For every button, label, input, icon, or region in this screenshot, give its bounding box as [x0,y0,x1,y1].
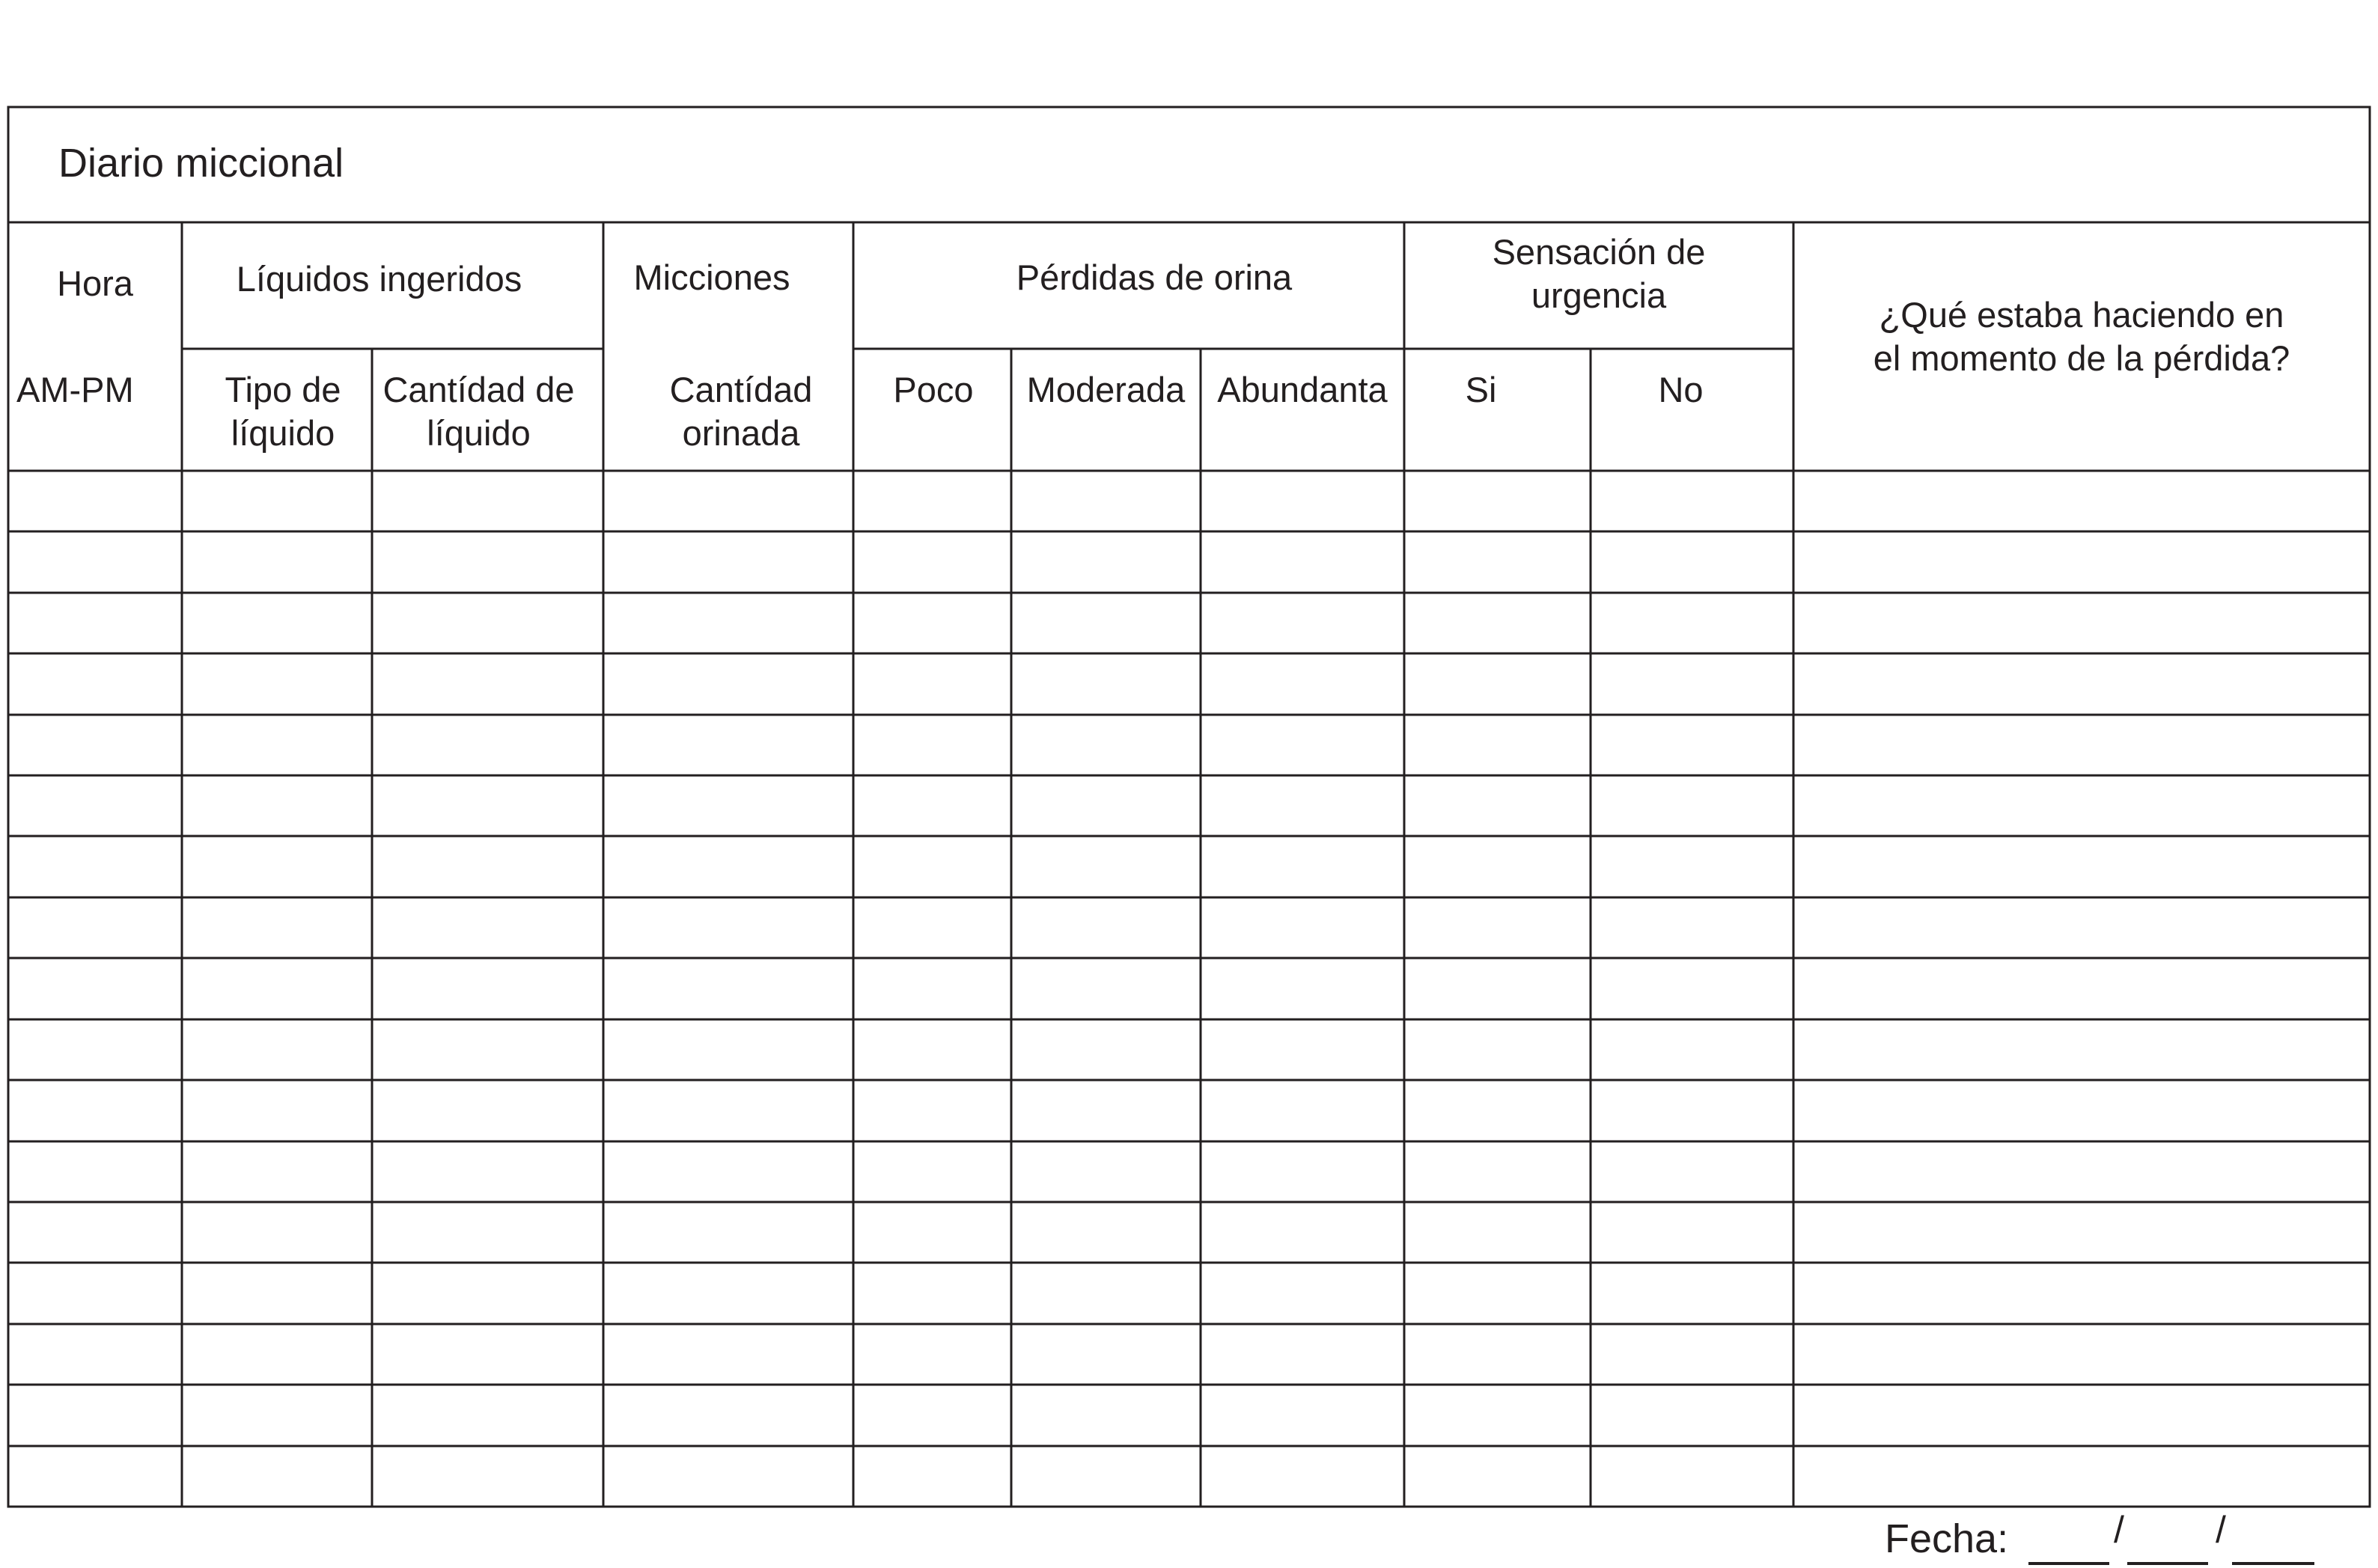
header-hora: Hora [57,263,133,303]
row-lines [8,531,2370,1446]
subheader-poco: Poco [893,370,974,409]
subheader-tipo-line2: líquido [231,413,335,453]
subheader-am-pm: AM-PM [16,370,134,409]
date-separator-2: / [2216,1509,2226,1551]
header-que-estaba-line2: el momento de la pérdida? [1873,338,2290,378]
date-year-line[interactable] [2232,1562,2314,1565]
header-micciones: Micciones [633,257,790,297]
subheader-no: No [1658,370,1704,409]
subheader-cantidad-liquido-line2: líquido [427,413,531,453]
subheader-abundanta: Abundanta [1217,370,1388,409]
header-liquidos-ingeridos: Líquidos ingeridos [236,259,522,299]
fecha-label: Fecha: [1885,1516,2009,1561]
subheader-si: Si [1465,370,1497,409]
header-sensacion-line2: urgencia [1531,275,1667,315]
subheader-cantidad-liquido-line1: Cantídad de [382,370,575,409]
header-sensacion-line1: Sensación de [1492,232,1706,272]
date-day-line[interactable] [2028,1562,2109,1565]
subheader-tipo-line1: Tipo de [225,370,341,409]
date-separator-1: / [2114,1509,2124,1551]
subheader-moderada: Moderada [1026,370,1186,409]
header-que-estaba-line1: ¿Qué estaba haciendo en [1879,295,2284,335]
subheader-cantidad-orinada-line1: Cantídad [669,370,813,409]
date-month-line[interactable] [2127,1562,2208,1565]
header-perdidas-de-orina: Pérdidas de orina [1016,257,1293,297]
form-title: Diario miccional [58,141,344,186]
subheader-cantidad-orinada-line2: orinada [682,413,800,453]
